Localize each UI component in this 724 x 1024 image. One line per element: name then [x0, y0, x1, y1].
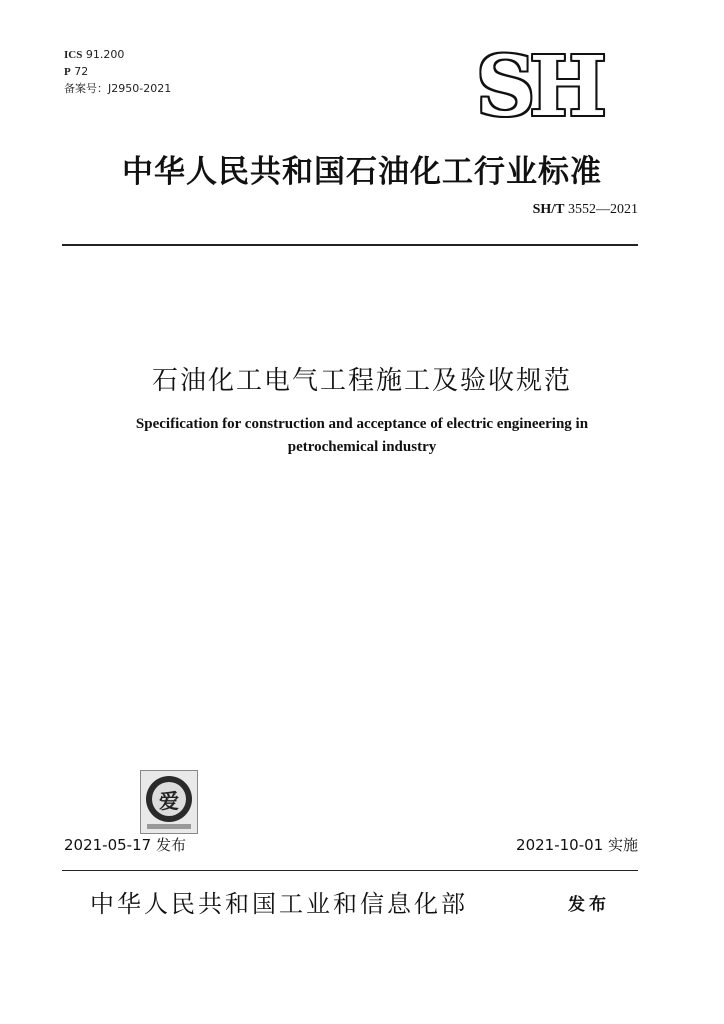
- standard-category-title: 中华人民共和国石油化工行业标准: [122, 154, 602, 190]
- issue-date: 2021-05-17 发布: [64, 836, 186, 854]
- issuer-action: 发布: [568, 895, 610, 915]
- ccs-code: [64, 65, 88, 79]
- record-value: J2950-2021: [108, 82, 172, 95]
- bottom-divider: [62, 870, 638, 871]
- seal-caption-bar: [147, 824, 191, 829]
- ics-label: ICS: [64, 49, 83, 61]
- implementation-date: 2021-10-01 实施: [516, 836, 638, 854]
- ics-value: 91.200: [85, 48, 125, 61]
- standard-number-prefix: SH/T: [532, 202, 565, 217]
- document-title-cn: 石油化工电气工程施工及验收规范: [151, 366, 572, 396]
- publisher-seal: [140, 770, 198, 834]
- record-number: [64, 82, 171, 96]
- document-title-en: [80, 413, 644, 459]
- document-title-en-line1: Specification for construction and acceptance of electric engineering in: [135, 416, 589, 432]
- seal-ring: [146, 776, 192, 822]
- standard-number-value: 3552—2021: [568, 202, 638, 217]
- issuer-name: 中华人民共和国工业和信息化部: [90, 890, 468, 918]
- top-divider: [62, 244, 638, 246]
- sh-logo: SH: [476, 39, 601, 135]
- document-title-en-line2: petrochemical industry: [287, 439, 437, 455]
- ccs-value: 72: [74, 65, 89, 78]
- record-label: 备案号：: [64, 82, 108, 95]
- ccs-label: P: [64, 66, 71, 78]
- standard-number: [533, 202, 638, 218]
- seal-glyph: 爱: [152, 782, 186, 816]
- ics-code: [64, 48, 124, 62]
